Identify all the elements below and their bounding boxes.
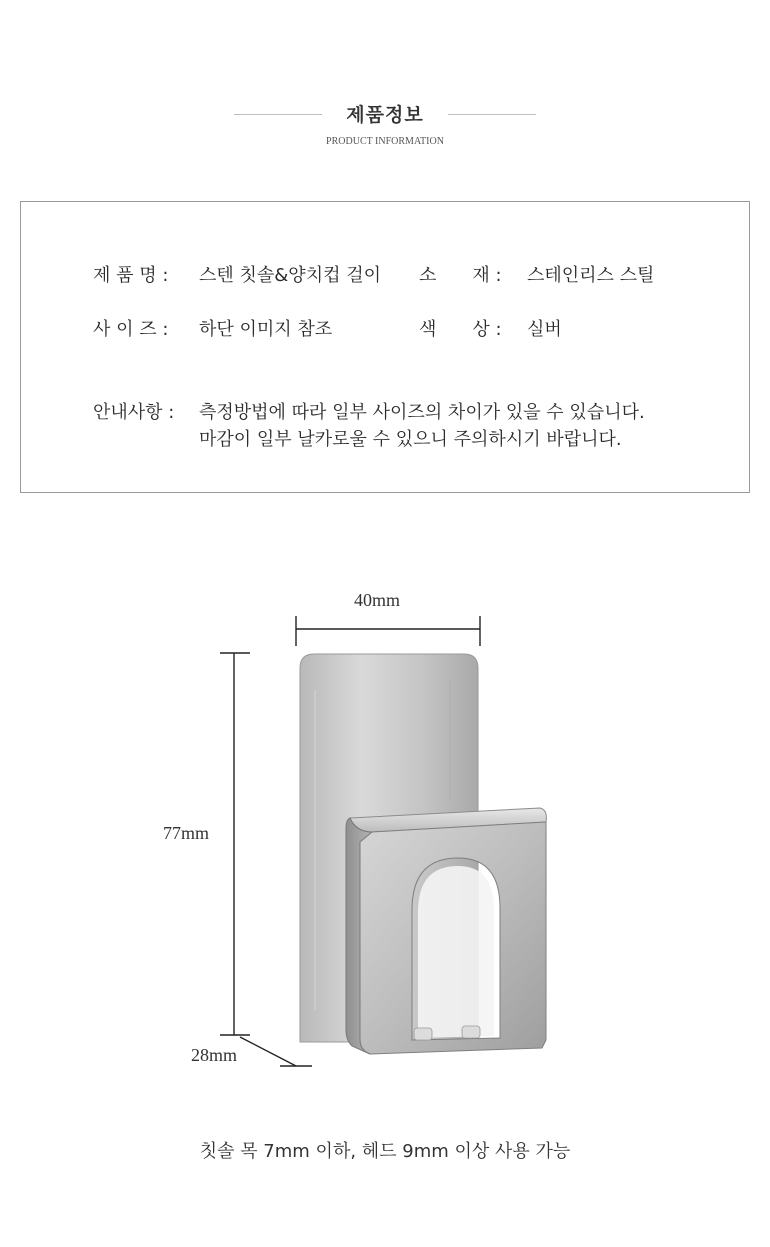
name-value: 스텐 칫솔&양치컵 걸이 xyxy=(199,265,381,286)
depth-label: 28mm xyxy=(191,1045,238,1065)
section-title: 제품정보 xyxy=(346,104,424,126)
product-illustration xyxy=(0,570,770,1090)
height-dimension xyxy=(220,653,250,1035)
size-value: 하단 이미지 참조 xyxy=(199,319,333,340)
product-dimension-diagram xyxy=(0,570,770,1090)
height-label: 77mm xyxy=(163,823,210,843)
section-header xyxy=(0,90,770,160)
usage-caption: 칫솔 목 7mm 이하, 헤드 9mm 이상 사용 가능 xyxy=(199,1141,571,1162)
section-subtitle: PRODUCT INFORMATION xyxy=(326,136,444,147)
name-label: 제 품 명 : xyxy=(93,265,169,286)
base-tab-right xyxy=(462,1026,480,1038)
color-value: 실버 xyxy=(527,319,562,340)
base-tab-left xyxy=(414,1028,432,1040)
color-label: 색 상 : xyxy=(419,319,502,340)
notice-label: 안내사항 : xyxy=(93,402,175,423)
width-label: 40mm xyxy=(354,590,401,610)
notice-line-1: 측정방법에 따라 일부 사이즈의 차이가 있을 수 있습니다. xyxy=(199,402,645,423)
material-value: 스테인리스 스틸 xyxy=(527,265,655,286)
header-rule-right xyxy=(448,114,536,115)
material-label: 소 재 : xyxy=(419,265,502,286)
size-label: 사 이 즈 : xyxy=(93,319,169,340)
arch-inner-shadow xyxy=(418,866,494,1038)
width-dimension xyxy=(296,616,480,646)
product-info-box xyxy=(20,201,750,493)
notice-line-2: 마감이 일부 날카로울 수 있으니 주의하시기 바랍니다. xyxy=(199,429,622,450)
